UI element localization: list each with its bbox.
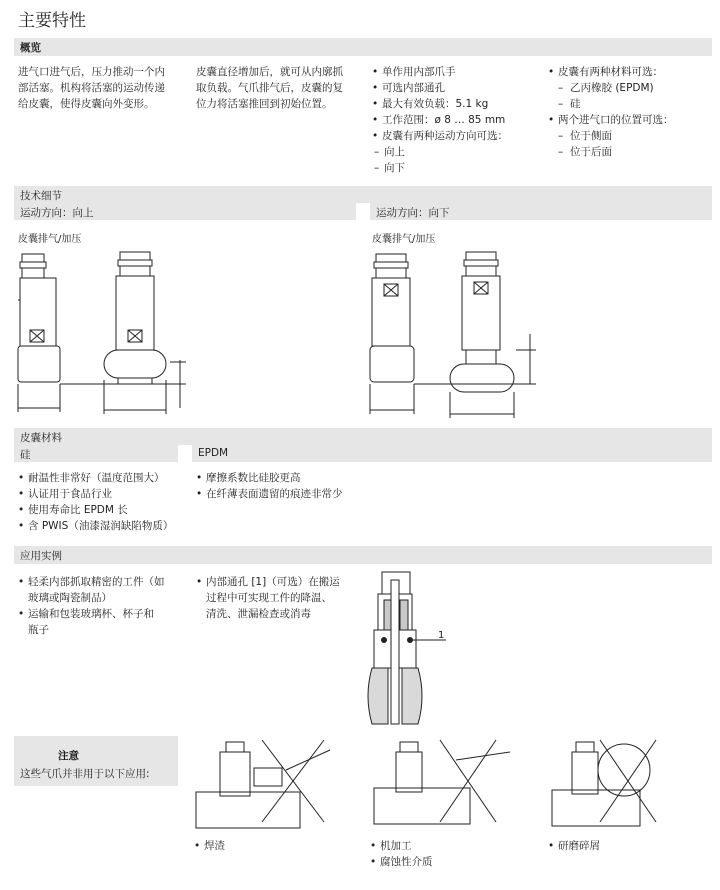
text-line: 位力将活塞推回到初始位置。 [196, 98, 333, 110]
silicone-label: 硅 [20, 449, 31, 461]
list-item-continuation: 瓶子 [28, 624, 49, 636]
technical-heading: 技术细节 [20, 190, 62, 202]
list-item: • 轻柔内部抓取精密的工件（如 [18, 574, 193, 590]
list-item: • 耐温性非常好（温度范围大） [18, 470, 193, 486]
list-item: • 使用寿命比 EPDM 长 [18, 502, 193, 518]
direction-down-label: 运动方向：向下 [376, 207, 450, 219]
list-item: • 工作范围：ø 8 … 85 mm [372, 112, 542, 128]
text-line: 取负载。气爪排气后，皮囊的复 [196, 82, 343, 94]
text-line: 给皮囊，使得皮囊向外变形。 [18, 98, 155, 110]
material-header-band [14, 428, 712, 462]
overview-heading: 概览 [20, 42, 41, 54]
list-item-continuation: 过程中可实现工件的降温、 [206, 592, 332, 604]
application-header-band [14, 546, 712, 564]
list-subitem: – 向下 [372, 160, 542, 176]
list-item: • 运输和包装玻璃杯、杯子和 [18, 606, 193, 622]
list-subitem: – 硅 [548, 96, 713, 112]
list-item: • 机加工 [370, 838, 520, 854]
list-subitem: – 位于后面 [548, 144, 713, 160]
page-title: 主要特性 [18, 11, 86, 31]
text-line: 皮囊直径增加后，就可从内廓抓 [196, 66, 343, 78]
text-line: 进气口进气后，压力推动一个内 [18, 66, 165, 78]
caption-down: 皮囊排气/加压 [372, 234, 436, 245]
list-item-continuation: 玻璃或陶瓷制品） [28, 592, 112, 604]
list-item: • 单作用内部爪手 [372, 64, 542, 80]
grinding-debris-illustration [552, 740, 656, 826]
direction-up-label: 运动方向：向上 [20, 207, 94, 219]
epdm-label: EPDM [198, 447, 229, 459]
silicone-properties-list [18, 470, 193, 534]
caption-up: 皮囊排气/加压 [18, 234, 82, 245]
material-heading: 皮囊材料 [20, 432, 62, 444]
list-item-continuation: 清洗、泄漏检查或消毒 [206, 608, 311, 620]
gripper-down-deflated-drawing [370, 254, 414, 414]
callout-label: 1 [438, 630, 445, 641]
note-item-grinding [548, 838, 698, 854]
list-item: • 摩擦系数比硅胶更高 [196, 470, 396, 486]
note-item-machining [370, 838, 520, 870]
list-item: • 皮囊有两种材料可选： [548, 64, 713, 80]
list-item: • 焊渣 [194, 838, 344, 854]
list-item: • 认证用于食品行业 [18, 486, 193, 502]
application-list-2 [196, 574, 361, 622]
gripper-up-deflated-drawing [18, 254, 60, 412]
list-item: • 腐蚀性介质 [370, 854, 520, 870]
band-divider [178, 445, 192, 462]
welding-spatter-illustration [196, 740, 330, 828]
note-label: 注意 [58, 750, 79, 762]
list-subitem: – 位于侧面 [548, 128, 713, 144]
list-item: • 在纤薄表面遗留的痕迹非常少 [196, 486, 396, 502]
list-item: • 研磨碎屑 [548, 838, 698, 854]
through-hole-cross-section-drawing [368, 572, 446, 724]
epdm-properties-list [196, 470, 396, 502]
list-subitem: – 向上 [372, 144, 542, 160]
text-line: 部活塞。机构将活塞的运动传递 [18, 82, 165, 94]
gripper-up-inflated-drawing [60, 252, 186, 414]
list-item: • 内部通孔 [1]（可选）在搬运 [196, 574, 361, 590]
machining-illustration [374, 740, 510, 824]
note-item-welding [194, 838, 344, 854]
list-item: • 可选内部通孔 [372, 80, 542, 96]
application-heading: 应用实例 [20, 550, 62, 562]
list-item: • 皮囊有两种运动方向可选： [372, 128, 542, 144]
note-text: 这些气爪并非用于以下应用: [20, 768, 150, 780]
application-list-1 [18, 574, 193, 638]
gripper-down-inflated-drawing [414, 252, 536, 418]
list-item: • 最大有效负载：5.1 kg [372, 96, 542, 112]
list-subitem: – 乙丙橡胶 (EPDM) [548, 80, 713, 96]
list-item: • 含 PWIS（油漆湿润缺陷物质） [18, 518, 193, 534]
list-item: • 两个进气口的位置可选： [548, 112, 713, 128]
